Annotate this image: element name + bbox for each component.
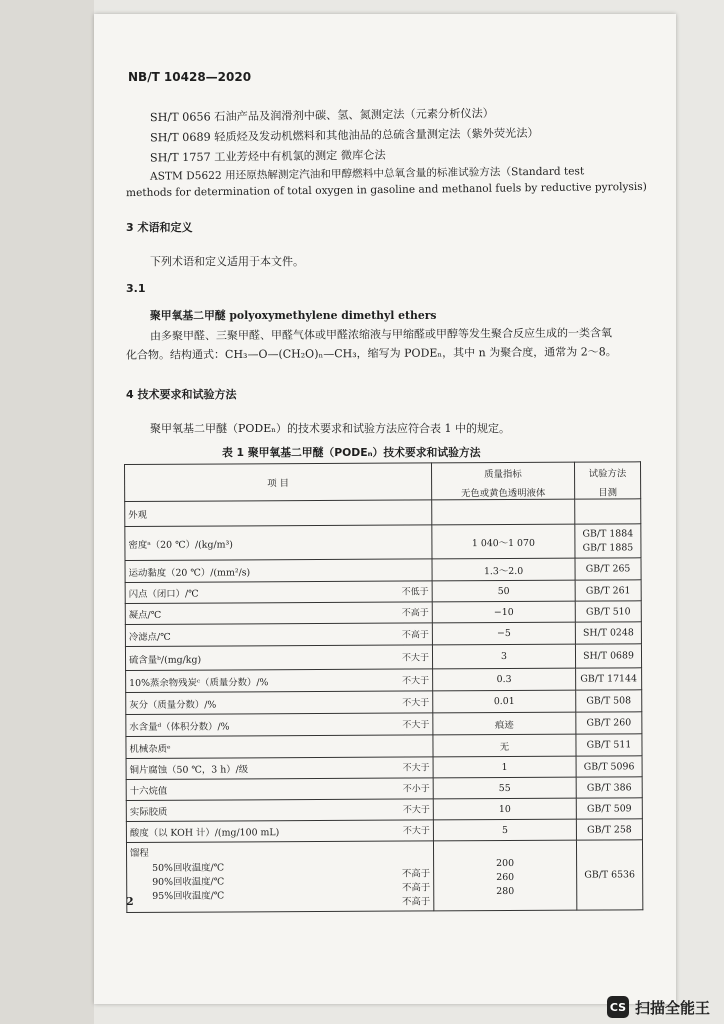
row-value: −10	[432, 601, 575, 623]
row-item: 10%蒸余物残炭ᶜ（质量分数）/% 不大于	[126, 669, 433, 693]
table-row	[126, 668, 642, 693]
row-limit: 不高于	[401, 629, 429, 641]
row-method: GB/T 508	[576, 690, 642, 712]
row-method: GB/T 258	[576, 819, 642, 840]
row-value: 3	[432, 644, 575, 669]
row-value: 1.3～2.0	[432, 558, 575, 581]
subsection-3-1: 3.1	[126, 282, 146, 295]
row-item: 凝点/℃ 不高于	[125, 602, 432, 625]
spec-table	[124, 461, 643, 913]
row-limit: 不大于	[402, 805, 430, 816]
row-method: GB/T 511	[576, 734, 642, 756]
table-row	[125, 601, 641, 625]
row-method: GB/T 261	[575, 580, 641, 601]
row-method: GB/T 260	[576, 712, 642, 734]
row-item: 实际胶质 不大于	[126, 799, 433, 822]
row-limit: 不大于	[402, 719, 430, 731]
table-row	[125, 580, 641, 604]
row-limit: 不大于	[402, 675, 430, 687]
section-4-intro: 聚甲氧基二甲醚（PODEₙ）的技术要求和试验方法应符合表 1 中的规定。	[150, 422, 511, 435]
distillation-row	[126, 840, 642, 913]
table-header-row	[125, 462, 641, 502]
section-3-intro: 下列术语和定义适用于本文件。	[150, 255, 304, 268]
row-limit: 不低于	[401, 587, 429, 598]
row-item: 铜片腐蚀（50 ℃，3 h）/级 不大于	[126, 757, 433, 780]
row-method: GB/T 1884 GB/T 1885	[575, 524, 641, 558]
row-value: 50	[432, 580, 575, 602]
table-row	[126, 756, 642, 780]
term-title: 聚甲氧基二甲醚 polyoxymethylene dimethyl ethers	[150, 309, 437, 322]
term-definition: 由多聚甲醛、三聚甲醛、甲醛气体或甲醛浓缩液与甲缩醛或甲醇等发生聚合反应生成的一类含氧	[149, 326, 613, 343]
header-method: 试验方法 目测	[574, 462, 640, 499]
row-value: 55	[433, 777, 576, 799]
reference-line: SH/T 1757 工业芳烃中有机氯的测定 微库仑法	[149, 148, 386, 165]
table-row	[126, 777, 642, 801]
scanner-logo-icon: CS	[607, 996, 629, 1018]
reference-line: SH/T 0689 轻质烃及发动机燃料和其他油品的总硫含量测定法（紫外荧光法）	[149, 126, 539, 145]
reference-line: methods for determination of total oxygen in gasoline and methanol fuels by reductive pyrolysis)	[125, 180, 647, 200]
reference-line: SH/T 0656 石油产品及润滑剂中碳、氢、氮测定法（元素分析仪法）	[149, 106, 495, 125]
distillation-method: GB/T 6536	[576, 840, 642, 910]
row-item: 硫含量ᵇ/(mg/kg) 不大于	[125, 645, 432, 671]
header-value: 质量指标 无色或黄色透明液体	[431, 462, 574, 500]
scan-edge	[0, 0, 94, 1024]
document-page	[94, 14, 676, 1004]
row-method: GB/T 17144	[576, 668, 642, 690]
section-4-title: 4 技术要求和试验方法	[126, 388, 237, 401]
row-limit: 不大于	[402, 763, 430, 774]
table-row	[126, 690, 642, 715]
page-number: 2	[126, 895, 134, 908]
row-item: 机械杂质ᵉ	[126, 735, 433, 759]
row-item: 冷滤点/℃ 不高于	[125, 623, 432, 647]
standard-header: NB/T 10428—2020	[128, 70, 252, 84]
distillation-label: 馏程	[130, 847, 149, 859]
table-caption: 表 1 聚甲氧基二甲醚（PODEₙ）技术要求和试验方法	[222, 446, 481, 459]
row-item: 运动黏度（20 ℃）/(mm²/s)	[125, 559, 432, 583]
row-value: 0.3	[433, 668, 576, 691]
row-method: SH/T 0248	[575, 622, 641, 644]
row-item: 酸度（以 KOH 计）/(mg/100 mL) 不大于	[126, 820, 433, 843]
row-limit: 不大于	[402, 826, 430, 837]
table-row	[126, 712, 642, 737]
row-limit: 不大于	[402, 697, 430, 709]
row-value: 痕迹	[433, 712, 576, 735]
appearance-method: 目测	[598, 487, 618, 499]
row-item: 水含量ᵈ（体积分数）/% 不大于	[126, 713, 433, 737]
row-item: 十六烷值 不小于	[126, 778, 433, 801]
row-value: −5	[432, 622, 575, 645]
row-limit: 不高于	[401, 608, 429, 619]
section-3-title: 3 术语和定义	[126, 221, 193, 234]
scanner-watermark: CS 扫描全能王	[607, 996, 710, 1018]
row-value: 1 040～1 070	[432, 524, 575, 559]
appearance-value: 无色或黄色透明液体	[460, 487, 546, 500]
row-method: GB/T 386	[576, 777, 642, 798]
row-value: 10	[433, 798, 576, 820]
table-row	[126, 798, 642, 822]
table-row	[125, 644, 641, 671]
row-item: 外观	[125, 500, 432, 527]
table-row	[125, 499, 641, 527]
row-item: 灰分（质量分数）/% 不大于	[126, 691, 433, 715]
header-item: 项 目	[125, 463, 432, 502]
row-method: GB/T 509	[576, 798, 642, 819]
row-method: GB/T 5096	[576, 756, 642, 777]
row-value: 0.01	[433, 690, 576, 713]
row-method: SH/T 0689	[575, 644, 641, 668]
distillation-items: 馏程 50%回收温度/℃ 90%回收温度/℃ 95%回收温度/℃ 不高于 不高于 不高于	[126, 841, 433, 913]
row-limit: 不大于	[401, 652, 430, 664]
row-item: 闪点（闭口）/℃ 不低于	[125, 581, 432, 604]
table-row	[126, 734, 642, 759]
row-method: GB/T 510	[575, 601, 641, 622]
table-row	[126, 819, 642, 843]
row-value: 1	[433, 756, 576, 778]
row-limit: 不小于	[402, 784, 430, 795]
row-method: GB/T 265	[575, 558, 641, 580]
row-value: 无	[433, 734, 576, 757]
distillation-values: 200 260 280	[433, 840, 576, 911]
row-value: 5	[433, 819, 576, 841]
table-row	[125, 558, 641, 583]
reference-line: ASTM D5622 用还原热解测定汽油和甲醇燃料中总氧含量的标准试验方法（Standard test	[149, 165, 585, 183]
term-definition: 化合物。结构通式：CH₃—O—(CH₂O)ₙ—CH₃，缩写为 PODEₙ，其中 n 为聚合度，通常为 2～8。	[125, 345, 617, 362]
table-row	[125, 622, 641, 647]
row-item: 密度ᵃ（20 ℃）/(kg/m³)	[125, 525, 432, 561]
table-row	[125, 524, 641, 561]
